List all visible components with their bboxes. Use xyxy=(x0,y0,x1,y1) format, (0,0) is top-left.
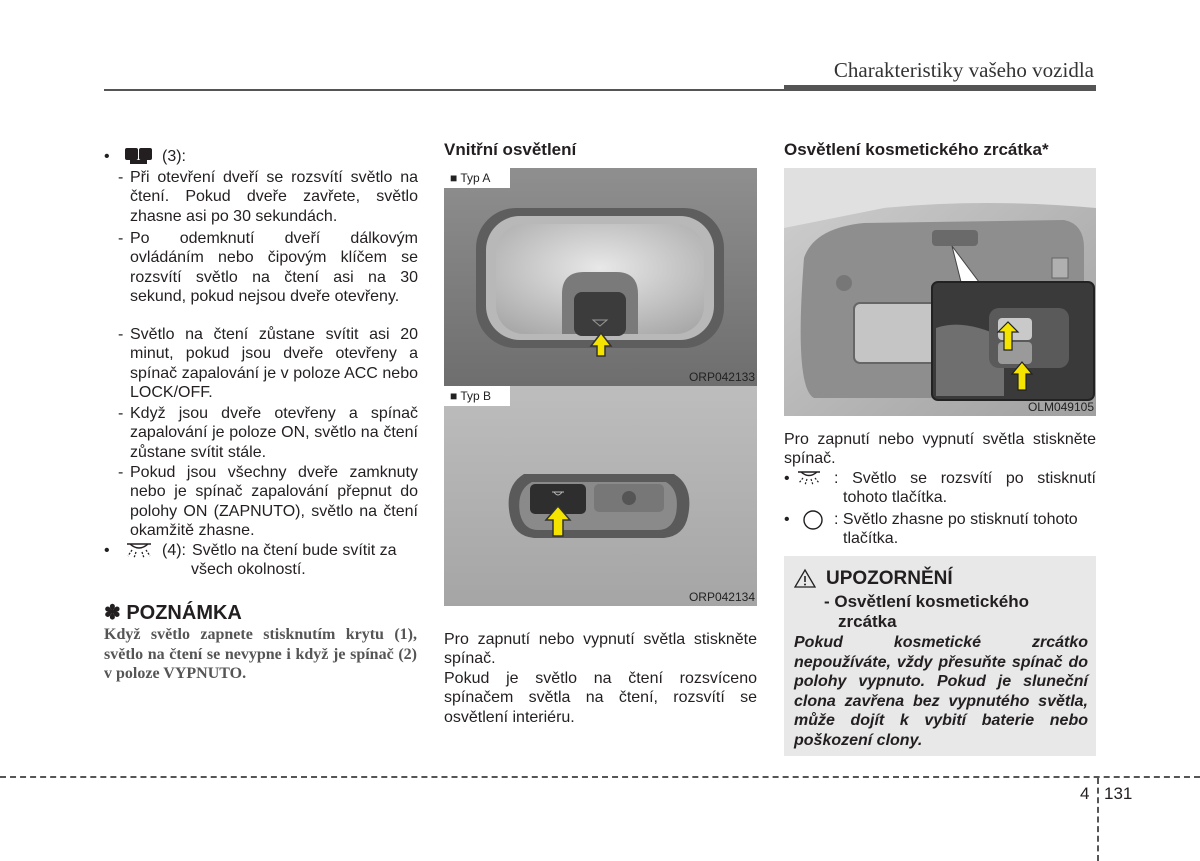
header-rule xyxy=(104,89,784,91)
note-text: Když světlo zapnete stisknutím krytu (1), světlo na čtení se nevypne i když je spínač (2) v poloze VYPNUTO. xyxy=(104,626,417,683)
photo-type-b xyxy=(444,386,757,606)
light-off-text: : Světlo zhasne po stisknutí tohoto xyxy=(834,511,1078,528)
list-item-text: Světlo na čtení zůstane svítit asi 20 minut, pokud jsou dveře otevřeny a spínač zapalování je v poloze ACC nebo LOCK/OFF. xyxy=(130,326,418,402)
header-rule-thick xyxy=(784,85,1096,91)
list-item-text: Když jsou dveře otevřeny a spínač zapalování je poloze ON, světlo na čtení zůstane svítit stále. xyxy=(130,405,418,461)
light-off-bullet: • : Světlo zhasne po stisknutí tohoto xyxy=(784,510,1096,529)
warning-icon xyxy=(794,568,816,588)
photo-code: OLM049105 xyxy=(1027,400,1094,414)
footer-vertical-divider xyxy=(1097,778,1099,861)
list-item-text: Po odemknutí dveří dálkovým ovládáním nebo čipovým klíčem se rozsvítí světlo na čtení asi na 30 sekund, pokud nejsou dveře otevřeny. xyxy=(130,230,418,306)
light-off-icon xyxy=(801,509,825,531)
item4-bullet: • (4): Světlo na čtení bude svítit za xyxy=(104,542,397,559)
running-head: Charakteristiky vašeho vozidla xyxy=(833,58,1094,82)
page-number: 131 xyxy=(1104,784,1133,803)
section-heading: Osvětlení kosmetického zrcátka* xyxy=(784,140,1049,159)
item4-text: Světlo na čtení bude svítit za xyxy=(192,542,397,559)
caution-subtitle: - Osvětlení kosmetického xyxy=(824,592,1030,611)
list-item-text: Pokud jsou všechny dveře zamknuty nebo je spínač zapalování přepnut do polohy ON (ZAPNUTO), světlo na čtení okamžitě zhasne. xyxy=(130,464,418,540)
photo-code: ORP042133 xyxy=(688,370,755,384)
caution-text: Pokud kosmetické zrcátko nepoužíváte, vždy přesuňte spínač do polohy vypnuto. Pokud je sluneční clona zavřena bez vypnutého světla, může dojít k vybití baterie nebo poškození clony. xyxy=(794,634,1088,749)
right-para-1: Pro zapnutí nebo vypnutí světla stiskněte spínač. xyxy=(784,431,1096,468)
light-on-icon xyxy=(796,470,822,486)
chapter-number: 4 xyxy=(1080,784,1090,803)
photo-type-a xyxy=(444,168,757,386)
photo-tag: ■ Typ B xyxy=(444,386,510,406)
item4-text-cont: všech okolností. xyxy=(191,561,306,578)
light-on-text-cont: tohoto tlačítka. xyxy=(843,489,948,506)
item4-ref: (4): xyxy=(162,542,186,559)
item3-ref: (3): xyxy=(162,148,186,165)
photo-vanity-mirror xyxy=(784,168,1096,416)
caution-box xyxy=(784,556,1096,756)
photo-tag: ■ Typ A xyxy=(444,168,510,188)
middle-para-1: Pro zapnutí nebo vypnutí světla stiskněte spínač. xyxy=(444,631,757,668)
list-item: - Po odemknutí dveří dálkovým ovládáním nebo čipovým klíčem se rozsvítí světlo na čtení asi na 30 sekund, pokud nejsou dveře otevřeny. xyxy=(118,230,418,306)
middle-para-2: Pokud je světlo na čtení rozsvíceno spínačem světla na čtení, rozsvítí se osvětlení interiéru. xyxy=(444,670,757,726)
ceiling-light-a-image xyxy=(444,168,757,386)
light-on-bullet: • : Světlo se rozsvítí po stisknutí xyxy=(784,470,1096,487)
list-item: - Když jsou dveře otevřeny a spínač zapalování je poloze ON, světlo na čtení zůstane svítit stále. xyxy=(118,405,418,461)
list-item-text: Při otevření dveří se rozsvítí světlo na čtení. Pokud dveře zavřete, světlo zhasne asi po 30 sekundách. xyxy=(130,169,418,225)
ceiling-light-b-image xyxy=(444,386,757,606)
list-item: - Pokud jsou všechny dveře zamknuty nebo je spínač zapalování přepnut do polohy ON (ZAPNUTO), světlo na čtení okamžitě zhasne. xyxy=(118,464,418,540)
vanity-mirror-image xyxy=(784,168,1096,416)
footer-divider xyxy=(0,776,1200,778)
door-light-icon xyxy=(124,147,154,165)
item3-bullet: • (3): xyxy=(104,148,186,165)
light-on-icon xyxy=(124,541,154,559)
light-on-text: : Světlo se rozsvítí po stisknutí xyxy=(834,470,1096,487)
list-item: - Světlo na čtení zůstane svítit asi 20 minut, pokud jsou dveře otevřeny a spínač zapalování je v poloze ACC nebo LOCK/OFF. xyxy=(118,326,418,402)
caution-subtitle-cont: zrcátka xyxy=(838,612,897,631)
list-item: - Při otevření dveří se rozsvítí světlo na čtení. Pokud dveře zavřete, světlo zhasne asi po 30 sekundách. xyxy=(118,169,418,225)
section-heading: Vnitřní osvětlení xyxy=(444,140,577,159)
light-off-text-cont: tlačítka. xyxy=(843,530,899,547)
note-title: ✽ POZNÁMKA xyxy=(104,602,242,624)
photo-code: ORP042134 xyxy=(688,590,755,604)
caution-title: UPOZORNĚNÍ xyxy=(826,568,953,589)
